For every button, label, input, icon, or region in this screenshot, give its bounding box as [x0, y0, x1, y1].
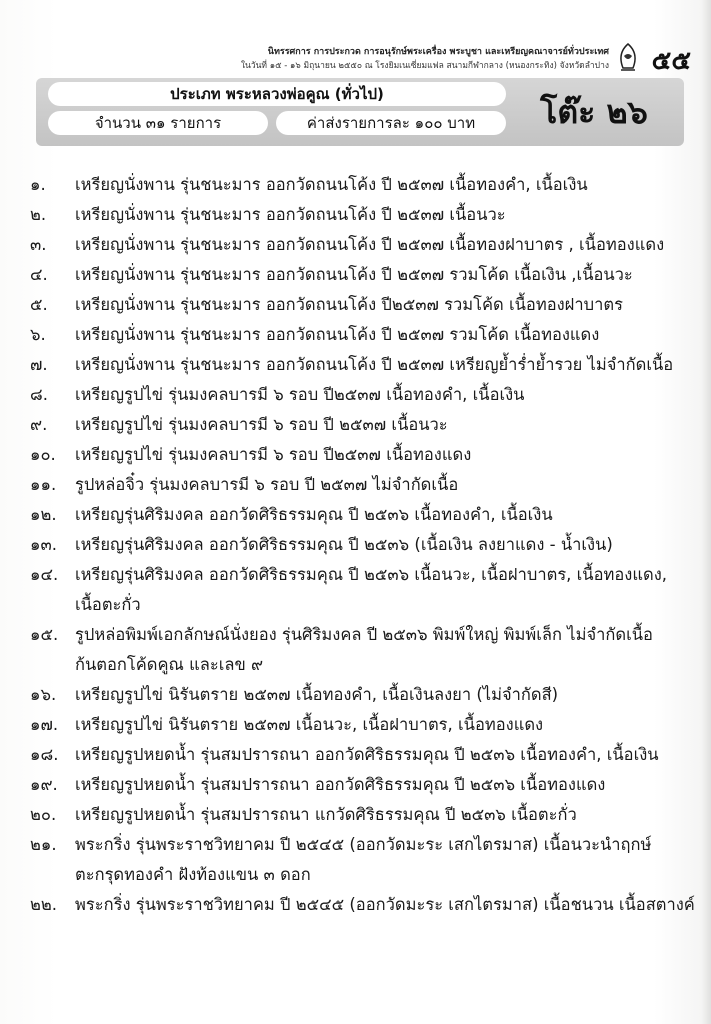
- item-description-line: เหรียญนั่งพาน รุ่นชนะมาร ออกวัดถนนโค้ง ปี ๒๕๓๗ รวมโค้ด เนื้อทองแดง: [75, 325, 600, 344]
- item-description: [75, 290, 623, 320]
- item-description-line: เหรียญนั่งพาน รุ่นชนะมาร ออกวัดถนนโค้ง ปี ๒๕๓๗ รวมโค้ด เนื้อเงิน ,เนื้อนวะ: [75, 265, 633, 284]
- list-item: [30, 230, 690, 260]
- item-number: ๑.: [30, 175, 46, 194]
- item-description: [75, 770, 605, 800]
- list-item: [30, 800, 690, 830]
- item-number: ๑๙.: [30, 775, 58, 794]
- list-item: [30, 440, 690, 470]
- item-number: ๑๓.: [30, 535, 57, 554]
- item-number: ๗.: [30, 355, 48, 374]
- item-description: [75, 320, 599, 350]
- item-number: ๑๘.: [30, 745, 59, 764]
- emblem-icon: [615, 42, 641, 72]
- list-item: [30, 170, 690, 200]
- list-item: [30, 320, 690, 350]
- item-description: [75, 620, 653, 680]
- item-description: [75, 260, 633, 290]
- item-description: [75, 710, 543, 740]
- list-item: [30, 680, 690, 710]
- table-number: โต๊ะ ๒๖: [540, 92, 648, 131]
- item-description: [75, 530, 613, 560]
- item-description-line: เหรียญนั่งพาน รุ่นชนะมาร ออกวัดถนนโค้ง ปี ๒๕๓๗ เหรียญย้ำร่ำย้ำรวย ไม่จำกัดเนื้อ: [75, 355, 674, 374]
- item-number: ๑๕.: [30, 625, 59, 644]
- item-description-line: รูปหล่อจิ๋ว รุ่นมงคลบารมี ๖ รอบ ปี ๒๕๓๗ ไม่จำกัดเนื้อ: [75, 475, 459, 494]
- list-item: [30, 260, 690, 290]
- list-item: [30, 290, 690, 320]
- item-description-line: เนื้อตะกั่ว: [75, 595, 141, 614]
- list-item: [30, 710, 690, 740]
- item-description-line: เหรียญรูปไข่ นิรันตราย ๒๕๓๗ เนื้อนวะ, เนื้อฝาบาตร, เนื้อทองแดง: [75, 715, 544, 734]
- item-number: ๑๑.: [30, 475, 57, 494]
- item-description: [75, 680, 558, 710]
- item-description-line: เหรียญรุ่นศิริมงคล ออกวัดศิริธรรมคุณ ปี ๒๕๓๖ เนื้อทองคำ, เนื้อเงิน: [75, 505, 553, 524]
- item-number: ๒๑.: [30, 835, 57, 854]
- item-description-line: เหรียญรูปไข่ รุ่นมงคลบารมี ๖ รอบ ปี ๒๕๓๗ เนื้อนวะ: [75, 415, 448, 434]
- category-info-box: [36, 78, 684, 146]
- list-item: [30, 890, 695, 920]
- entry-fee: ค่าส่งรายการละ ๑๐๐ บาท: [276, 111, 506, 135]
- list-item: [30, 770, 690, 800]
- item-description: [75, 890, 695, 920]
- item-description: [75, 440, 471, 470]
- page-edge-shadow: [701, 0, 711, 1024]
- item-description-line: เหรียญนั่งพาน รุ่นชนะมาร ออกวัดถนนโค้ง ปี ๒๕๓๗ เนื้อนวะ: [75, 205, 506, 224]
- item-description-line: เหรียญรูปหยดน้ำ รุ่นสมปรารถนา ออกวัดศิริธรรมคุณ ปี ๒๕๓๖ เนื้อทองคำ, เนื้อเงิน: [75, 745, 659, 764]
- event-title: นิทรรศการ การประกวด การอนุรักษ์พระเครื่อง พระบูชา และเหรียญคณาจารย์ทั่วประเทศ: [267, 47, 609, 57]
- item-description-line: รูปหล่อพิมพ์เอกลักษณ์นั่งยอง รุ่นศิริมงคล ปี ๒๕๓๖ พิมพ์ใหญ่ พิมพ์เล็ก ไม่จำกัดเนื้อ: [75, 625, 653, 644]
- list-item: [30, 200, 690, 230]
- list-item: [30, 410, 690, 440]
- item-count: จำนวน ๓๑ รายการ: [48, 111, 268, 135]
- item-description: [75, 350, 673, 380]
- item-number: ๑๐.: [30, 445, 56, 464]
- item-number: ๘.: [30, 385, 48, 404]
- event-details: ในวันที่ ๑๕ - ๑๖ มิถุนายน ๒๕๕๐ ณ โรงยิมเนเซี่ยมแฟล สนามกีฬากลาง (หนองกระทิง) จังหวัดลำปาง: [240, 61, 609, 71]
- item-number: ๑๒.: [30, 505, 57, 524]
- item-description: [75, 560, 667, 620]
- item-description-line: เหรียญรูปไข่ รุ่นมงคลบารมี ๖ รอบ ปี๒๕๓๗ เนื้อทองคำ, เนื้อเงิน: [75, 385, 525, 404]
- item-description-line: เหรียญรุ่นศิริมงคล ออกวัดศิริธรรมคุณ ปี ๒๕๓๖ เนื้อนวะ, เนื้อฝาบาตร, เนื้อทองแดง,: [75, 565, 667, 584]
- item-description-line: เหรียญรูปไข่ นิรันตราย ๒๕๓๗ เนื้อทองคำ, เนื้อเงินลงยา (ไม่จำกัดสี): [75, 685, 559, 704]
- item-description: [75, 470, 458, 500]
- item-description-line: เหรียญนั่งพาน รุ่นชนะมาร ออกวัดถนนโค้ง ปี ๒๕๓๗ เนื้อทองคำ, เนื้อเงิน: [75, 175, 588, 194]
- item-description: [75, 380, 524, 410]
- item-description-line: เหรียญรูปหยดน้ำ รุ่นสมปรารถนา แกวัดศิริธรรมคุณ ปี ๒๕๓๖ เนื้อตะกั่ว: [75, 805, 577, 824]
- item-description-line: พระกริ่ง รุ่นพระราชวิทยาคม ปี ๒๕๔๕ (ออกวัดมะระ เสกไตรมาส) เนื้อชนวน เนื้อสตางค์: [75, 895, 695, 914]
- item-list: [30, 170, 695, 920]
- list-item: [30, 470, 690, 500]
- list-item: [30, 560, 690, 620]
- item-description-line: เหรียญรูปไข่ รุ่นมงคลบารมี ๖ รอบ ปี๒๕๓๗ เนื้อทองแดง: [75, 445, 472, 464]
- item-number: ๕.: [30, 295, 48, 314]
- list-item: [30, 740, 690, 770]
- item-description: [75, 830, 651, 890]
- item-description: [75, 740, 659, 770]
- item-number: ๓.: [30, 235, 47, 254]
- item-description-line: เหรียญรุ่นศิริมงคล ออกวัดศิริธรรมคุณ ปี ๒๕๓๖ (เนื้อเงิน ลงยาแดง - น้ำเงิน): [75, 535, 613, 554]
- list-item: [30, 830, 690, 890]
- item-description: [75, 410, 448, 440]
- list-item: [30, 350, 690, 380]
- item-number: ๑๔.: [30, 565, 59, 584]
- item-number: ๖.: [30, 325, 46, 344]
- item-number: ๒๒.: [30, 895, 57, 914]
- item-description-line: ตะกรุดทองคำ ฝังท้องแขน ๓ ดอก: [75, 865, 311, 884]
- item-number: ๙.: [30, 415, 48, 434]
- item-description: [75, 800, 577, 830]
- item-number: ๔.: [30, 265, 48, 284]
- item-description-line: เหรียญนั่งพาน รุ่นชนะมาร ออกวัดถนนโค้ง ปี ๒๕๓๗ เนื้อทองฝาบาตร , เนื้อทองแดง: [75, 235, 665, 254]
- item-description: [75, 230, 664, 260]
- page-header: [0, 40, 711, 76]
- item-number: ๒.: [30, 205, 47, 224]
- list-item: [30, 380, 690, 410]
- category-title: ประเภท พระหลวงพ่อคูณ (ทั่วไป): [48, 82, 506, 106]
- item-description-line: เหรียญรูปหยดน้ำ รุ่นสมปรารถนา ออกวัดศิริธรรมคุณ ปี ๒๕๓๖ เนื้อทองแดง: [75, 775, 606, 794]
- item-description-line: เหรียญนั่งพาน รุ่นชนะมาร ออกวัดถนนโค้ง ปี๒๕๓๗ รวมโค้ด เนื้อทองฝาบาตร: [75, 295, 623, 314]
- list-item: [30, 500, 690, 530]
- item-description-line: ก้นตอกโค้ดคูณ และเลข ๙: [75, 655, 264, 674]
- item-number: ๑๗.: [30, 715, 59, 734]
- item-number: ๒๐.: [30, 805, 57, 824]
- page-number: ๕๕: [651, 46, 691, 76]
- item-description-line: พระกริ่ง รุ่นพระราชวิทยาคม ปี ๒๕๔๕ (ออกวัดมะระ เสกไตรมาส) เนื้อนวะนำฤกษ์: [75, 835, 652, 854]
- list-item: [30, 530, 690, 560]
- item-description: [75, 500, 553, 530]
- item-description: [75, 200, 506, 230]
- item-description: [75, 170, 588, 200]
- list-item: [30, 620, 690, 680]
- item-number: ๑๖.: [30, 685, 57, 704]
